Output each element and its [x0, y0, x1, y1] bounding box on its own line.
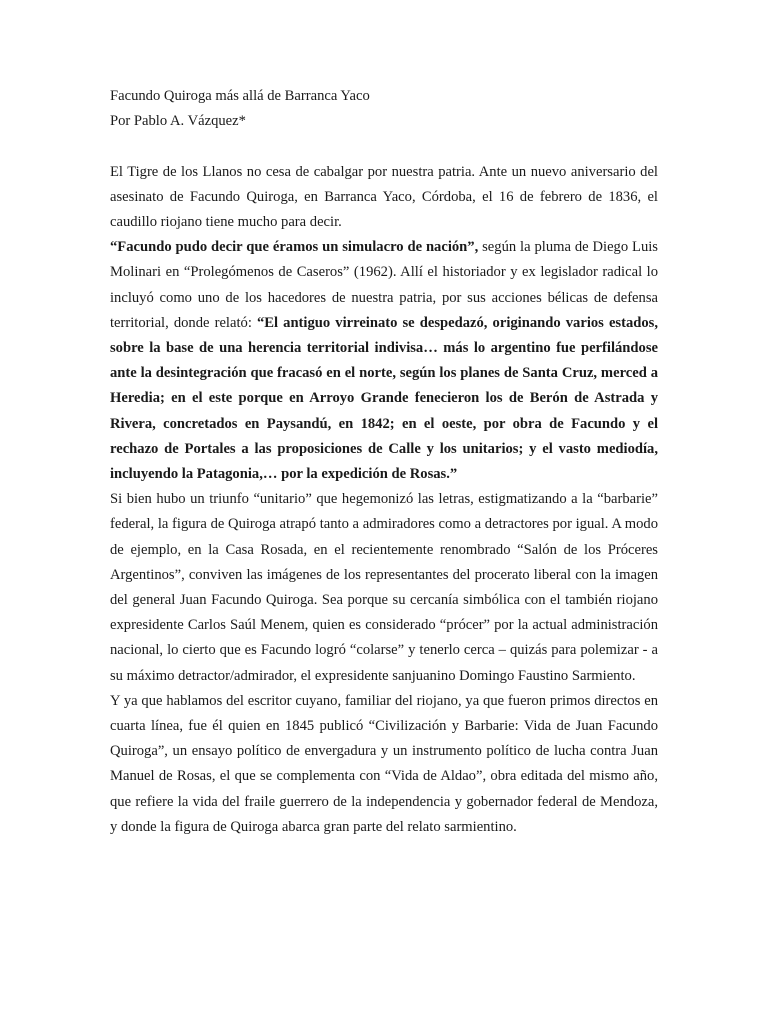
document-body — [110, 160, 658, 840]
document-byline: Por Pablo A. Vázquez* — [110, 113, 246, 130]
bold-text-run: “Facundo pudo decir que éramos un simulacro de nación”, — [110, 239, 479, 256]
text-run: El Tigre de los Llanos no cesa de cabalgar por nuestra patria. Ante un nuevo aniversario del asesinato de Facundo Quiroga, en Barranca Yaco, Córdoba, el 16 de febrero de 1836, el caudillo riojano tiene mucho para decir. — [110, 163, 658, 230]
text-run: según la pluma de Diego Luis Molinari en “Prolegómenos de Caseros” (1962). Allí el historiador y ex legislador radical lo incluyó como uno de los hacedores de nuestra patria, por sus acciones bélicas de defensa territorial, donde relató: — [110, 239, 658, 331]
document-page — [110, 84, 658, 840]
blank-line — [110, 134, 658, 159]
bold-text-run: “El antiguo virreinato se despedazó, originando varios estados, sobre la base de una herencia territorial indivisa… más lo argentino fue perfilándose ante la desintegración que fracasó en el norte, según los planes de Santa Cruz, merced a Heredia; en el este porque en Arroyo Grande fenecieron los de Berón de Astrada y Rivera, concretados en Paysandú, en 1842; en el oeste, por obra de Facundo y el rechazo de Portales a las proposiciones de Calle y los unitarios; y el vasto mediodía, incluyendo la Patagonia,… por la expedición de Rosas.” — [110, 314, 658, 483]
body-paragraph — [110, 689, 658, 840]
document-title: Facundo Quiroga más allá de Barranca Yaco — [110, 88, 370, 104]
text-run: Y ya que hablamos del escritor cuyano, familiar del riojano, ya que fueron primos directos en cuarta línea, fue él quien en 1845 publicó “Civilización y Barbarie: Vida de Juan Facundo Quiroga”, un ensayo político de envergadura y un instrumento político de lucha contra Juan Manuel de Rosas, el que se complementa con “Vida de Aldao”, obra editada del mismo año, que refiere la vida del fraile guerrero de la independencia y gobernador federal de Mendoza, y donde la figura de Quiroga abarca gran parte del relato sarmientino. — [110, 692, 658, 835]
text-run: Si bien hubo un triunfo “unitario” que hegemonizó las letras, estigmatizando a la “barbarie” federal, la figura de Quiroga atrapó tanto a admiradores como a detractores por igual. A modo de ejemplo, en la Casa Rosada, en el recientemente renombrado “Salón de los Próceres Argentinos”, conviven las imágenes de los representantes del procerato liberal con la imagen del general Juan Facundo Quiroga. Sea porque su cercanía simbólica con el también riojano expresidente Carlos Saúl Menem, quien es considerado “prócer” por la actual administración nacional, lo cierto que es Facundo logró “colarse” y tenerlo cerca – quizás para polemizar - a su máximo detractor/admirador, el expresidente sanjuanino Domingo Faustino Sarmiento. — [110, 491, 658, 684]
body-paragraph — [110, 160, 658, 236]
body-paragraph — [110, 235, 658, 487]
body-paragraph — [110, 487, 658, 689]
